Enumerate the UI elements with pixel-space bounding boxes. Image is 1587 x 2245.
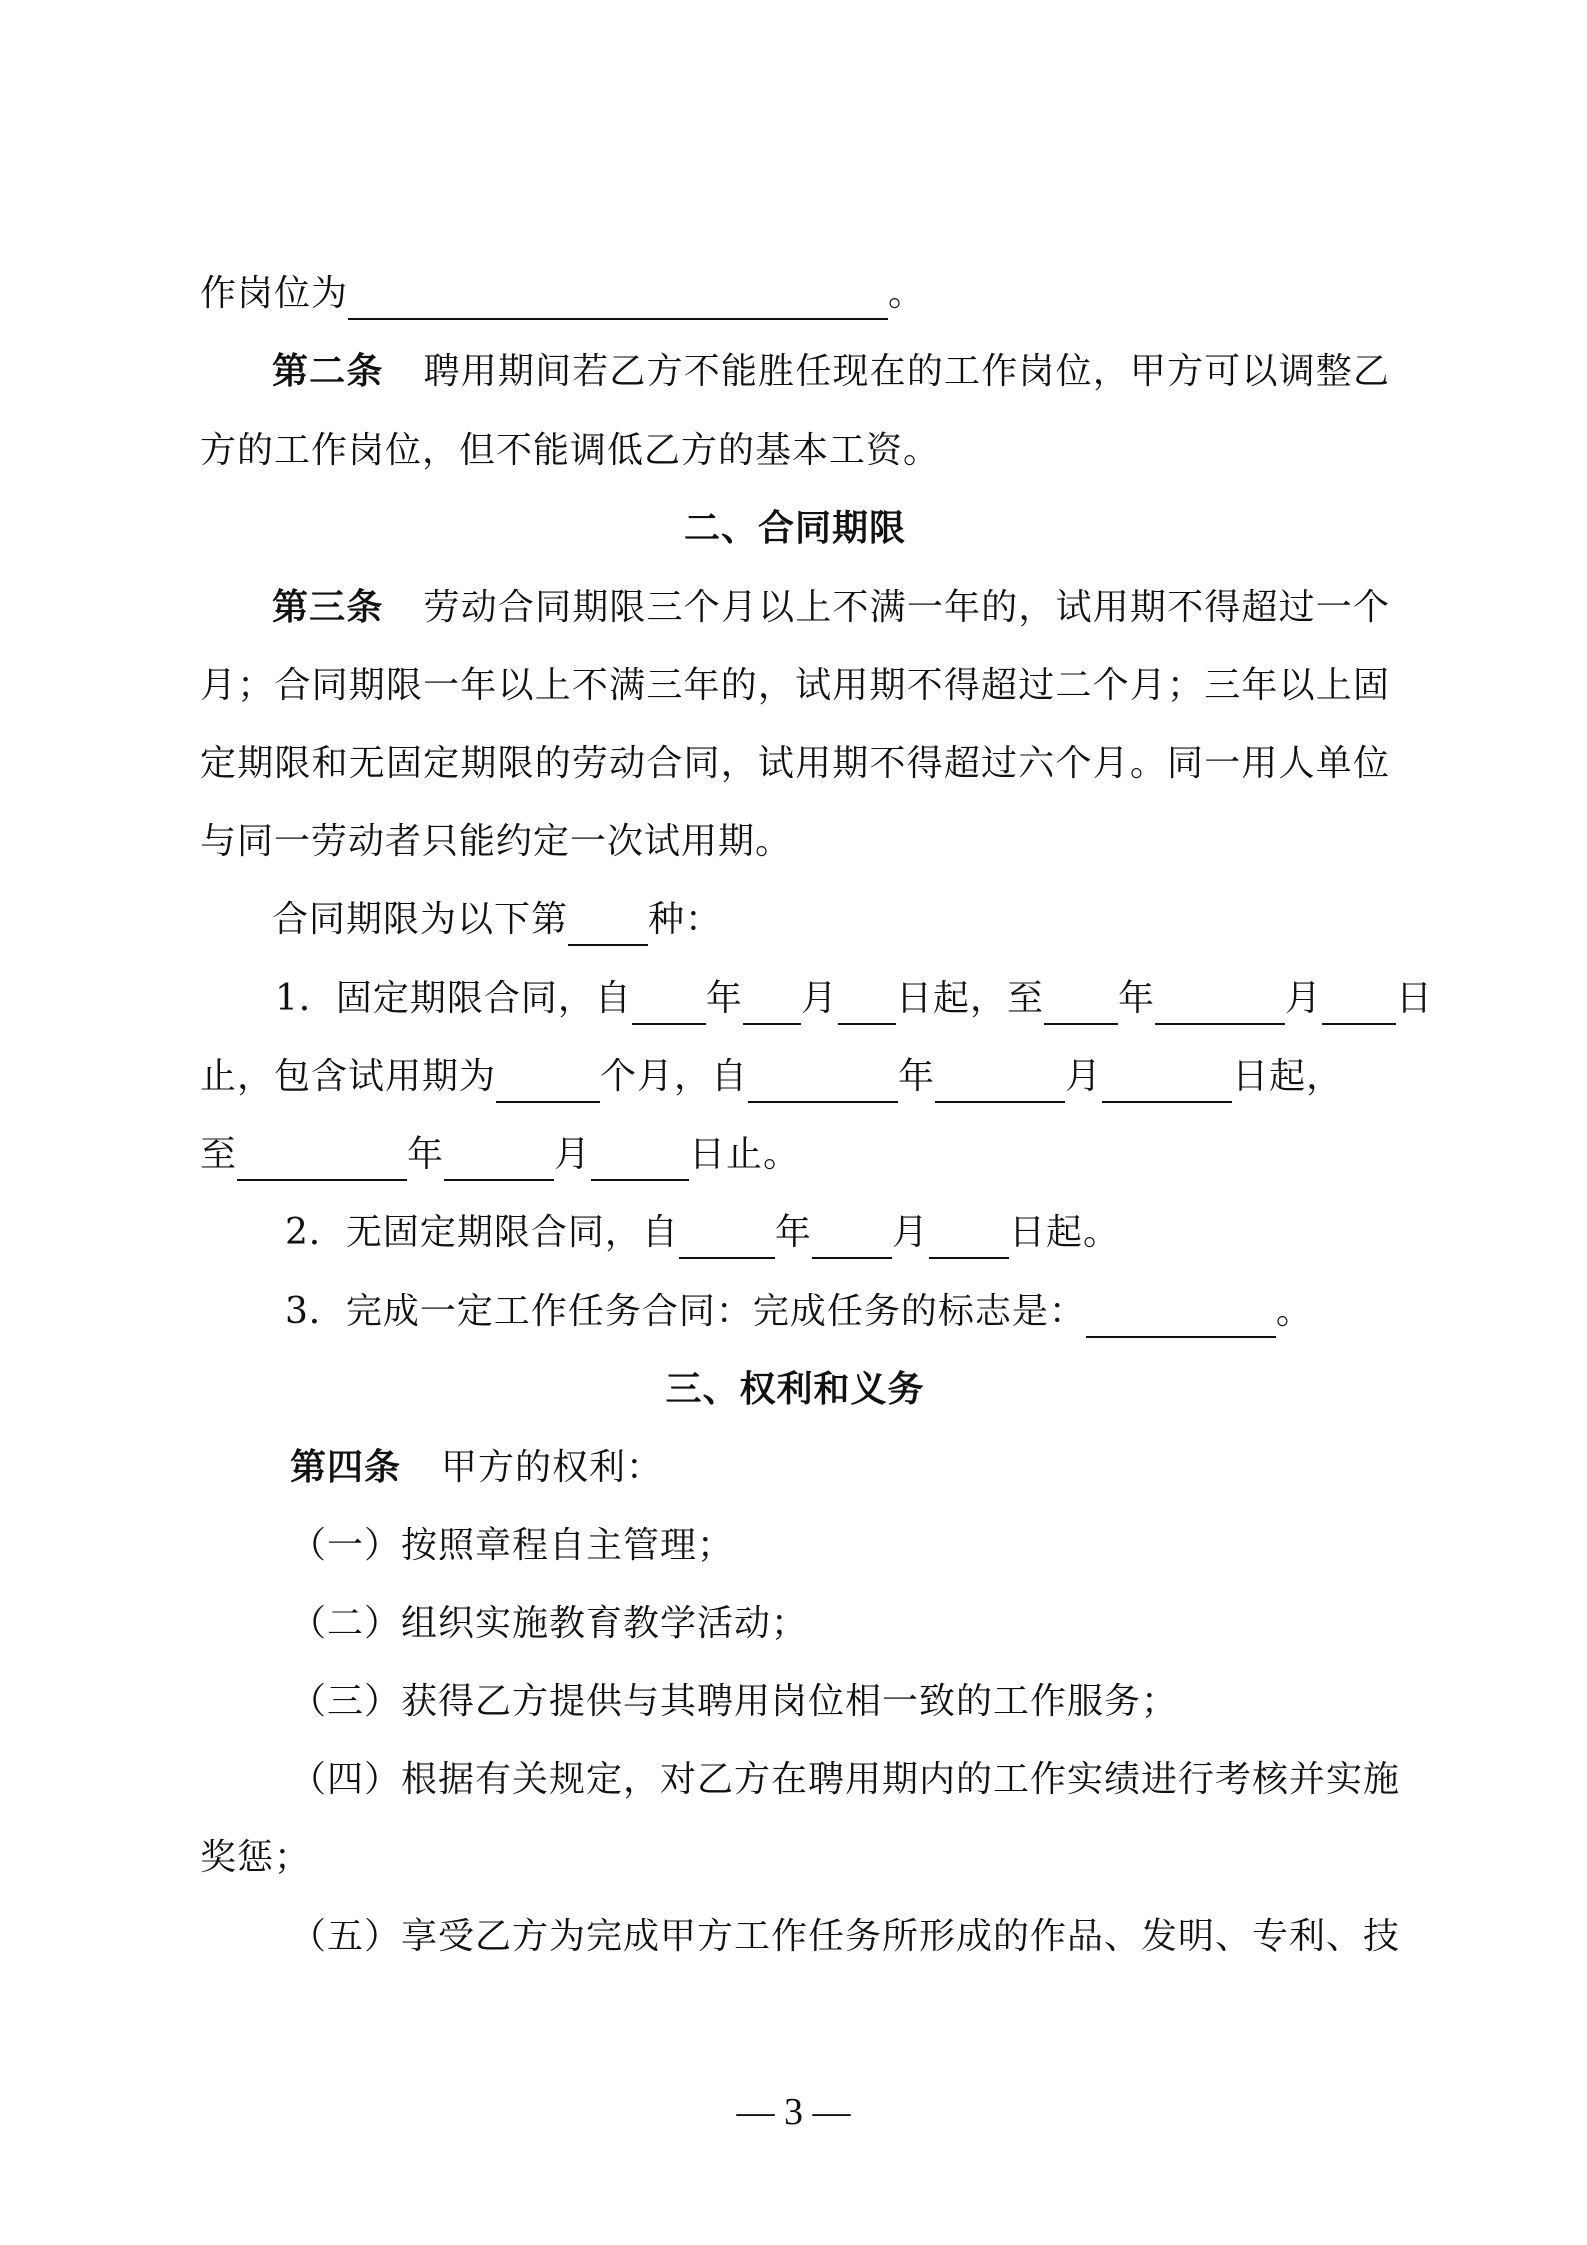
year-label: 年 <box>705 978 743 1019</box>
article-4-text: 甲方的权利： <box>441 1447 664 1488</box>
end-month-blank[interactable] <box>1155 983 1285 1025</box>
month-label: 月 <box>800 978 838 1019</box>
article-3-label: 第三条 <box>272 587 384 628</box>
option-1-line-1 <box>275 973 1433 1025</box>
open-start-day-blank[interactable] <box>929 1217 1009 1259</box>
month-label: 月 <box>1284 978 1322 1019</box>
position-prefix: 作岗位为 <box>200 273 349 314</box>
option-1-line-2 <box>200 1051 1390 1103</box>
list-item: （四）根据有关规定，对乙方在聘用期内的工作实绩进行考核并实施 <box>290 1759 1401 1800</box>
option-3-prefix: 3．完成一定工作任务合同：完成任务的标志是： <box>285 1291 1086 1332</box>
section-heading-rights: 三、权利和义务 <box>665 1369 925 1410</box>
probation-start-day-blank[interactable] <box>1102 1061 1232 1103</box>
article-4-label: 第四条 <box>290 1447 402 1488</box>
probation-start-year-blank[interactable] <box>748 1061 898 1103</box>
option-2-line <box>285 1207 1403 1259</box>
article-2-label: 第二条 <box>272 351 384 392</box>
probation-start-month-blank[interactable] <box>935 1061 1065 1103</box>
option-2-prefix: 2．无固定期限合同，自 <box>285 1212 679 1253</box>
to-label: 至 <box>200 1134 238 1175</box>
article-2-text-2: 方的工作岗位，但不能调低乙方的基本工资。 <box>200 430 941 471</box>
day-label: 日 <box>1395 978 1433 1019</box>
month-label: 月 <box>891 1212 929 1253</box>
month-label: 月 <box>554 1134 592 1175</box>
section-heading-term: 二、合同期限 <box>683 508 906 549</box>
day-start-label: 日起， <box>1232 1056 1344 1097</box>
list-item-continuation: 奖惩； <box>200 1837 312 1878</box>
end-day-blank[interactable] <box>1322 983 1396 1025</box>
list-item: （一）按照章程自主管理； <box>290 1525 735 1566</box>
article-3-text-1: 劳动合同期限三个月以上不满一年的，试用期不得超过一个 <box>423 587 1390 628</box>
article-3-line-4: 与同一劳动者只能约定一次试用期。 <box>200 821 793 862</box>
article-4-line <box>290 1442 1390 1494</box>
position-blank[interactable] <box>348 278 888 320</box>
open-start-year-blank[interactable] <box>679 1217 775 1259</box>
position-line <box>200 268 1390 320</box>
article-3-line-1 <box>272 582 1390 634</box>
article-3-line-3: 定期限和无固定期限的劳动合同，试用期不得超过六个月。同一用人单位 <box>200 743 1390 784</box>
probation-prefix: 止，包含试用期为 <box>200 1056 497 1097</box>
month-label: 月 <box>1065 1056 1103 1097</box>
list-item: （三）获得乙方提供与其聘用岗位相一致的工作服务； <box>290 1681 1179 1722</box>
probation-end-day-blank[interactable] <box>591 1139 689 1181</box>
year-label: 年 <box>898 1056 936 1097</box>
position-suffix: 。 <box>888 273 926 314</box>
list-item: （二）组织实施教育教学活动； <box>290 1603 809 1644</box>
day-end-label: 日止。 <box>689 1134 801 1175</box>
article-2-line-2 <box>200 425 1390 477</box>
option-1-prefix: 1．固定期限合同，自 <box>275 978 632 1019</box>
article-2-line-1 <box>272 346 1390 398</box>
start-month-blank[interactable] <box>743 983 801 1025</box>
option-1-line-3 <box>200 1129 1390 1181</box>
end-year-blank[interactable] <box>1044 983 1118 1025</box>
year-label: 年 <box>407 1134 445 1175</box>
option-2-suffix: 日起。 <box>1008 1212 1120 1253</box>
term-select-suffix: 种： <box>648 899 723 940</box>
probation-end-month-blank[interactable] <box>444 1139 554 1181</box>
option-3-line <box>285 1286 1403 1338</box>
task-marker-blank[interactable] <box>1086 1296 1276 1338</box>
year-label: 年 <box>1117 978 1155 1019</box>
start-day-blank[interactable] <box>838 983 896 1025</box>
article-2-text-1: 聘用期间若乙方不能胜任现在的工作岗位，甲方可以调整乙 <box>423 351 1390 392</box>
probation-months-blank[interactable] <box>496 1061 600 1103</box>
open-start-month-blank[interactable] <box>812 1217 892 1259</box>
term-select-line <box>272 894 1390 946</box>
probation-from-label: 个月，自 <box>600 1056 749 1097</box>
start-year-blank[interactable] <box>632 983 706 1025</box>
year-label: 年 <box>774 1212 812 1253</box>
page-number: — 3 — <box>736 2091 851 2133</box>
term-type-blank[interactable] <box>568 904 648 946</box>
option-3-suffix: 。 <box>1275 1291 1313 1332</box>
probation-end-year-blank[interactable] <box>237 1139 407 1181</box>
article-3-line-2: 月；合同期限一年以上不满三年的，试用期不得超过二个月；三年以上固 <box>200 665 1390 706</box>
list-item: （五）享受乙方为完成甲方工作任务所形成的作品、发明、专利、技 <box>290 1916 1401 1957</box>
day-from-label: 日起，至 <box>895 978 1044 1019</box>
term-select-prefix: 合同期限为以下第 <box>272 899 569 940</box>
